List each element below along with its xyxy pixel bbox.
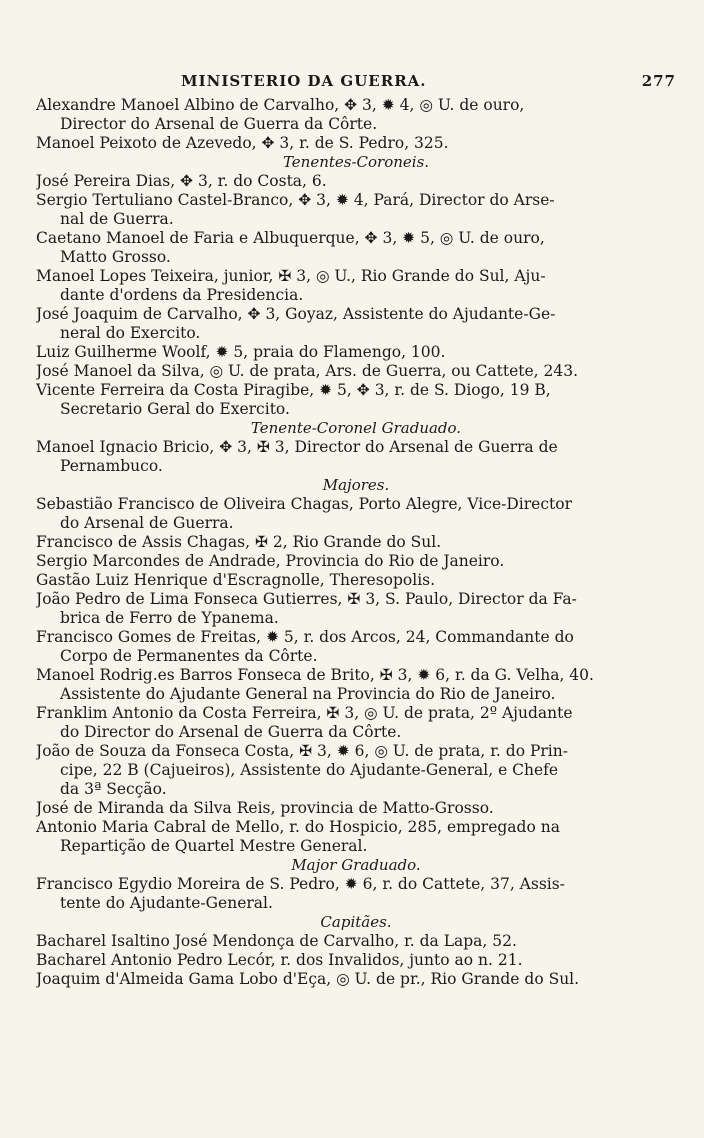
text-line: Bacharel Isaltino José Mendonça de Carvalho, r. da Lapa, 52. (36, 932, 517, 950)
text-line: João Pedro de Lima Fonseca Gutierres, ✠ 3, S. Paulo, Director da Fa- (36, 590, 577, 608)
text-line: Luiz Guilherme Woolf, ✹ 5, praia do Flamengo, 100. (36, 343, 446, 361)
text-line: nal de Guerra. (60, 210, 174, 228)
text-line: Manoel Peixoto de Azevedo, ✥ 3, r. de S. Pedro, 325. (36, 134, 449, 152)
text-line: Pernambuco. (60, 457, 163, 475)
text-line: Antonio Maria Cabral de Mello, r. do Hospicio, 285, empregado na (36, 818, 560, 836)
section-heading: Capitães. (320, 913, 392, 931)
text-line: Matto Grosso. (60, 248, 171, 266)
text-line: Sergio Tertuliano Castel-Branco, ✥ 3, ✹ 4, Pará, Director do Arse- (36, 191, 555, 209)
text-line: Director do Arsenal de Guerra da Côrte. (60, 115, 378, 133)
text-line: Bacharel Antonio Pedro Lecór, r. dos Invalidos, junto ao n. 21. (36, 951, 523, 969)
text-line: cipe, 22 B (Cajueiros), Assistente do Ajudante-General, e Chefe (60, 761, 559, 779)
entries-list (36, 96, 676, 989)
running-title: MINISTERIO DA GUERRA. (181, 72, 427, 90)
section-heading: Major Graduado. (291, 856, 421, 874)
text-line: Alexandre Manoel Albino de Carvalho, ✥ 3, ✹ 4, ◎ U. de ouro, (36, 96, 525, 114)
text-line: Francisco Egydio Moreira de S. Pedro, ✹ 6, r. do Cattete, 37, Assis- (36, 875, 565, 893)
section-heading: Tenentes-Coroneis. (282, 153, 430, 171)
text-line: Corpo de Permanentes da Côrte. (60, 647, 318, 665)
text-line: José de Miranda da Silva Reis, provincia de Matto-Grosso. (36, 799, 494, 817)
text-line: do Arsenal de Guerra. (60, 514, 234, 532)
text-line: Manoel Ignacio Bricio, ✥ 3, ✠ 3, Director do Arsenal de Guerra de (36, 438, 558, 456)
section-heading: Majores. (322, 476, 390, 494)
text-line: Vicente Ferreira da Costa Piragibe, ✹ 5, ✥ 3, r. de S. Diogo, 19 B, (36, 381, 551, 399)
text-line: José Pereira Dias, ✥ 3, r. do Costa, 6. (36, 172, 327, 190)
section-heading: Tenente-Coronel Graduado. (250, 419, 462, 437)
text-line: brica de Ferro de Ypanema. (60, 609, 279, 627)
text-line: Sebastião Francisco de Oliveira Chagas, Porto Alegre, Vice-Director (36, 495, 572, 513)
text-line: tente do Ajudante-General. (60, 894, 273, 912)
text-line: Sergio Marcondes de Andrade, Provincia do Rio de Janeiro. (36, 552, 505, 570)
text-line: da 3ª Secção. (60, 780, 167, 798)
text-line: João de Souza da Fonseca Costa, ✠ 3, ✹ 6, ◎ U. de prata, r. do Prin- (36, 742, 568, 760)
text-line: José Manoel da Silva, ◎ U. de prata, Ars. de Guerra, ou Cattete, 243. (36, 362, 579, 380)
text-line: Gastão Luiz Henrique d'Escragnolle, Theresopolis. (36, 571, 436, 589)
text-line: dante d'ordens da Presidencia. (60, 286, 304, 304)
text-line: José Joaquim de Carvalho, ✥ 3, Goyaz, Assistente do Ajudante-Ge- (36, 305, 556, 323)
text-line: Caetano Manoel de Faria e Albuquerque, ✥ 3, ✹ 5, ◎ U. de ouro, (36, 229, 545, 247)
text-line: Francisco Gomes de Freitas, ✹ 5, r. dos Arcos, 24, Commandante do (36, 628, 574, 646)
text-line: Francisco de Assis Chagas, ✠ 2, Rio Grande do Sul. (36, 533, 442, 551)
text-line: Franklim Antonio da Costa Ferreira, ✠ 3, ◎ U. de prata, 2º Ajudante (36, 704, 573, 722)
text-line: Assistente do Ajudante General na Provincia do Rio de Janeiro. (60, 685, 556, 703)
text-line: neral do Exercito. (60, 324, 201, 342)
page-header (36, 72, 676, 96)
page-number: 277 (641, 72, 676, 90)
text-line: Repartição de Quartel Mestre General. (60, 837, 368, 855)
text-line: Joaquim d'Almeida Gama Lobo d'Eça, ◎ U. de pr., Rio Grande do Sul. (36, 970, 580, 988)
text-line: Manoel Lopes Teixeira, junior, ✠ 3, ◎ U., Rio Grande do Sul, Aju- (36, 267, 546, 285)
text-line: Manoel Rodrig.es Barros Fonseca de Brito, ✠ 3, ✹ 6, r. da G. Velha, 40. (36, 666, 594, 684)
text-line: do Director do Arsenal de Guerra da Côrte. (60, 723, 402, 741)
text-line: Secretario Geral do Exercito. (60, 400, 290, 418)
